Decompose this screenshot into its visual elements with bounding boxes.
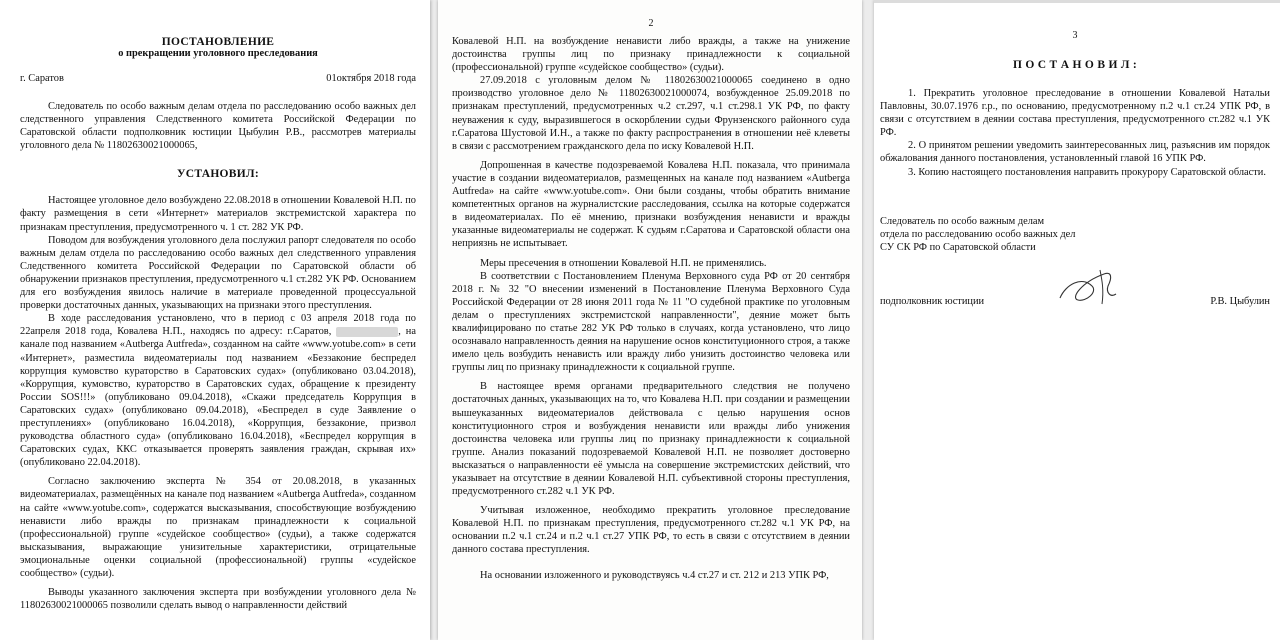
decided-heading: П О С Т А Н О В И Л : — [1012, 59, 1138, 71]
paragraph: Меры пресечения в отношении Ковалевой Н.П. не применялись. — [480, 257, 767, 269]
paragraph: 27.09.2018 с уголовным делом № 11802630021000065 соединено в одно производство уголовное дело № 11802630021000074, возбужденное 25.09.2018 по признакам преступлений, предусмотренных ч.2 ст.297, ч.1 ст.298.1 УК РФ, по факту неуважения к суду, выразившегося в оскорблении судьи Фрунзенского районного суда г.Саратова Шустовой И.Н., а также по факту распространения в отношении неё клеветы в связи с рассмотрением гражданского дела по иску Ковалевой Н.П. — [452, 75, 850, 152]
paragraph-text: В ходе расследования установлено, что в период с 03 апреля 2018 года по 22апреля 2018 года, Ковалева Н.П., находясь по адресу: г.Саратов, — [20, 313, 416, 338]
document-page-3 — [874, 0, 1280, 640]
page-number: 3 — [1072, 30, 1078, 41]
paragraph: Настоящее уголовное дело возбуждено 22.08.2018 в отношении Ковалевой Н.П. по факту размещения в сети «Интернет» материалов экстремистской характера по признакам преступления, предусмотренного ч. 1 ст. 282 УК РФ. — [20, 195, 416, 233]
paragraph: Допрошенная в качестве подозреваемой Ковалева Н.П. показала, что принимала участие в создании видеоматериалов, размещенных на канале под названием «Autberga Autfreda» на сайте «www.yotube.com». Они были созданы, чтобы обратить внимание компетентных органов на журналистские расследования, ссылка на которые содержатся в видеоматериалах. По её мнению, признаки возбуждения ненависти и вражды указанные видеоматериалы не содержат. К судьям г.Саратова и Саратовской области она неприязнь не испытывает. — [452, 159, 850, 250]
document-page-1 — [0, 0, 430, 640]
signer-block — [880, 215, 1270, 308]
document-subtitle: о прекращении уголовного преследования — [118, 48, 318, 59]
paragraph: Ковалевой Н.П. на возбуждение ненависти либо вражды, а также на унижение достоинства группы лиц по признаку принадлежности к социальной (профессиональной) группе «судейское сообщество» (судьи). — [452, 36, 850, 74]
signer-department: отдела по расследованию особо важных дел — [880, 228, 1076, 240]
paragraph: Выводы указанного заключения эксперта при возбуждении уголовного дела № 11802630021000065 позволили сделать вывод о направленности действий — [20, 587, 416, 612]
signer-name: Р.В. Цыбулин — [1210, 295, 1270, 307]
signature-line — [880, 264, 1270, 308]
intro-paragraph: Следователь по особо важным делам отдела по расследованию особо важных дел следственного управления Следственного комитета Российской Федерации по Саратовской области подполковник юстиции Цыбулин Р.В., рассмотрев материалы уголовного дела № 11802630021000065, — [20, 101, 416, 152]
decision-item-2: 2. О принятом решении уведомить заинтересованных лиц, разъяснив им порядок обжалования данного постановления, установленный главой 16 УПК РФ. — [880, 140, 1270, 165]
page-number: 2 — [648, 18, 654, 29]
decision-item-1: 1. Прекратить уголовное преследование в отношении Ковалевой Натальи Павловны, 30.07.1976 г.р., по основанию, предусмотренному п.2 ч.1 ст.24 УПК РФ, в связи с отсутствием в деянии состава преступления, предусмотренного ст.282 ч.1 УК РФ. — [880, 88, 1270, 139]
place-date-row — [20, 73, 416, 84]
document-page-2 — [438, 0, 862, 640]
decision-item-3: 3. Копию настоящего постановления направить прокурору Саратовской области. — [908, 166, 1266, 178]
paragraph: На основании изложенного и руководствуясь ч.4 ст.27 и ст. 212 и 213 УПК РФ, — [480, 569, 829, 581]
city: г. Саратов — [20, 73, 64, 84]
paragraph — [20, 312, 416, 469]
document-title: ПОСТАНОВЛЕНИЕ — [161, 36, 275, 48]
redacted-address — [336, 327, 398, 337]
paragraph: В соответствии с Постановлением Пленума Верховного суда РФ от 20 сентября 2018 г. № 32 "О внесении изменений в Постановление Пленума Верховного Суда Российской Федерации от 28 июня 2011 года № 11 "О судебной практике по уголовным делам о преступлениях экстремистской направленности", деяние может быть квалифицировано по статье 282 УК РФ только в случаях, когда установлено, что лицо осознавало направленность деяния на нарушение основ конституционного строя, а также имело цель возбудить ненависть или вражду либо унизить достоинство человека или группы лиц по признаку принадлежности к социальной группе. — [452, 270, 850, 374]
paragraph: Поводом для возбуждения уголовного дела послужил рапорт следователя по особо важным делам отдела по расследованию особо важных дел следственного управления Следственного комитета Российской Федерации по Саратовской области об обнаружении признаков преступления, предусмотренного ч.1 ст.282 УК РФ. Основанием для его возбуждения явилось наличие в материале проведенной процессуальной проверки достаточных данных, указывающих на признаки этого преступления. — [20, 234, 416, 312]
document-date: 01октября 2018 года — [326, 73, 416, 84]
signature-icon — [1052, 264, 1142, 308]
paragraph: Учитывая изложенное, необходимо прекратить уголовное преследование Ковалевой Н.П. по признакам преступления, предусмотренного ст.282 ч.1 УК РФ, на основании п.2 ч.1 ст.24 и п.2 ч.1 ст.27 УПК РФ, то есть в связи с отсутствием в деянии данного состава преступления. — [452, 505, 850, 556]
paragraph-text: , на канале под названием «Autberga Autfreda», созданном на сайте «www.yotube.com» в сети «Интернет», разместила видеоматериалы под названием «Беззаконие беспредел коррупция кумовство кураторство в Саратовских судах» (опубликовано 03.04.2018), «Коррупция, кумовство, кураторство в Саратовских судах, обращение к президенту России SOS!!!» (опубликовано 09.04.2018), «Скажи председатель Коррупция в Саратовских судах» (опубликовано 09.04.2018), «Беспредел в суде Заявление о преступлениях» (опубликовано 16.04.2018), «Коррупция, беззаконие, призвол руководства областного суда» (опубликовано 16.04.2018), «Беспредел коррупция в Саратовских судах, ККС отказывается проверять заявления граждан, скрывая их» (опубликовано 22.04.2018). — [20, 326, 416, 469]
paragraph: В настоящее время органами предварительного следствия не получено достаточных данных, указывающих на то, что Ковалева Н.П. при создании и размещении вышеуказанных видеоматериалов действовала с целью нарушения основ конституционного строя и возбуждения ненависти или вражды либо унижения достоинства человека или группы лиц по признаку принадлежности к социальной группе. Анализ показаний подозреваемой Ковалевой Н.П. не позволяет достоверно высказаться о направленности её умысла на совершение экстремистских действий, что указывает на отсутствие в деянии Ковалевой Н.П. субъективной стороны преступления, предусмотренного ст.282 ч.1 УК РФ. — [452, 381, 850, 498]
established-heading: УСТАНОВИЛ: — [176, 168, 260, 181]
signer-rank: подполковник юстиции — [880, 295, 985, 307]
paragraph: Согласно заключению эксперта № 354 от 20.08.2018, в указанных видеоматериалах, размещённых на канале под названием «Autberga Autfreda», созданном на сайте «www.yotube.com», содержатся высказывания, способствующие возбуждению ненависти либо вражды по признакам принадлежности к социальной (профессиональной) группе «судейское сообщество» (судьи), а также содержатся высказывания, выражающие унизительные характеристики, отрицательные эмоциональные оценки социальной (профессиональной) группы «судейское сообщество» (судьи). — [20, 476, 416, 579]
signer-organization: СУ СК РФ по Саратовской области — [880, 241, 1036, 253]
signer-position: Следователь по особо важным делам — [880, 215, 1045, 227]
